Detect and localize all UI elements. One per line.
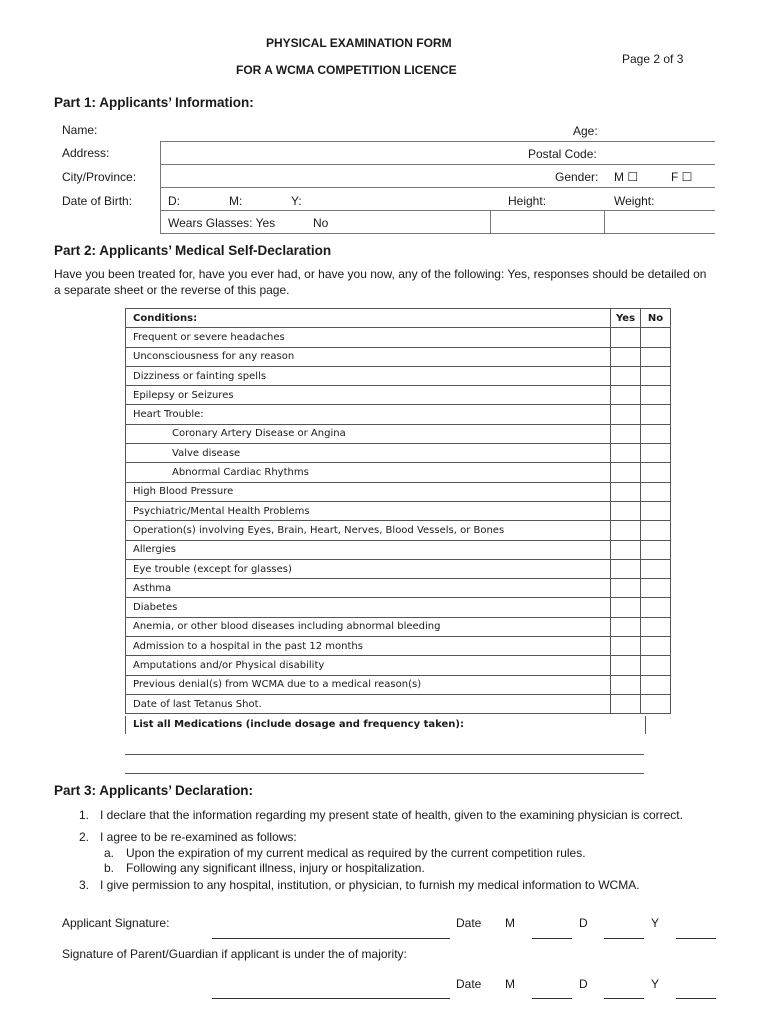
condition-label: Heart Trouble: <box>126 405 611 424</box>
condition-row <box>126 694 671 713</box>
condition-row <box>126 347 671 366</box>
city-field-line[interactable] <box>160 187 715 188</box>
guardian-date-m-label: M <box>505 977 515 991</box>
guardian-date-d-label: D <box>579 977 588 991</box>
condition-yes-cell[interactable] <box>611 540 641 559</box>
condition-label: Operation(s) involving Eyes, Brain, Heart, Nerves, Blood Vessels, or Bones <box>126 521 611 540</box>
condition-yes-cell[interactable] <box>611 598 641 617</box>
guardian-date-y-label: Y <box>651 977 660 991</box>
glasses-no-option[interactable]: No <box>313 216 329 230</box>
glasses-field-line <box>160 233 715 234</box>
weight-label[interactable]: Weight: <box>614 194 655 208</box>
dob-label: Date of Birth: <box>62 194 133 208</box>
condition-no-cell[interactable] <box>641 444 671 463</box>
applicant-date-y-line[interactable] <box>676 938 716 939</box>
condition-no-cell[interactable] <box>641 656 671 675</box>
condition-row <box>126 617 671 636</box>
guardian-date-label: Date <box>456 977 482 991</box>
postal-code-label: Postal Code: <box>528 147 597 161</box>
page-indicator: Page 2 of 3 <box>622 52 684 66</box>
condition-yes-cell[interactable] <box>611 444 641 463</box>
condition-label: Admission to a hospital in the past 12 months <box>126 637 611 656</box>
condition-no-cell[interactable] <box>641 675 671 694</box>
decl-1-number: 1. <box>79 808 90 822</box>
medications-label: List all Medications (include dosage and frequency taken): <box>125 716 646 734</box>
name-label: Name: <box>62 123 98 137</box>
condition-row <box>126 559 671 578</box>
condition-yes-cell[interactable] <box>611 463 641 482</box>
condition-row <box>126 637 671 656</box>
conditions-table <box>125 308 671 714</box>
condition-no-cell[interactable] <box>641 598 671 617</box>
condition-yes-cell[interactable] <box>611 501 641 520</box>
condition-yes-cell[interactable] <box>611 675 641 694</box>
condition-label: Previous denial(s) from WCMA due to a medical reason(s) <box>126 675 611 694</box>
medications-line-2[interactable] <box>125 773 644 774</box>
condition-yes-cell[interactable] <box>611 694 641 713</box>
medications-line-1[interactable] <box>125 754 644 755</box>
decl-3-number: 3. <box>79 878 90 892</box>
condition-label: Psychiatric/Mental Health Problems <box>126 501 611 520</box>
condition-row <box>126 598 671 617</box>
condition-label: Unconsciousness for any reason <box>126 347 611 366</box>
condition-no-cell[interactable] <box>641 694 671 713</box>
condition-yes-cell[interactable] <box>611 482 641 501</box>
condition-row <box>126 675 671 694</box>
age-label: Age: <box>573 124 598 138</box>
condition-row <box>126 405 671 424</box>
condition-no-cell[interactable] <box>641 386 671 405</box>
condition-label: Valve disease <box>126 444 611 463</box>
part2-heading: Part 2: Applicants’ Medical Self-Declaration <box>54 243 332 258</box>
condition-yes-cell[interactable] <box>611 366 641 385</box>
condition-yes-cell[interactable] <box>611 579 641 598</box>
condition-row <box>126 444 671 463</box>
condition-label: Abnormal Cardiac Rhythms <box>126 463 611 482</box>
condition-no-cell[interactable] <box>641 405 671 424</box>
dob-day-label[interactable]: D: <box>168 194 180 208</box>
condition-no-cell[interactable] <box>641 617 671 636</box>
part2-intro: Have you been treated for, have you ever had, or have you now, any of the following: Yes, responses should be detailed on a separate sheet or the reverse of this page. <box>54 267 707 297</box>
no-header: No <box>641 309 671 328</box>
applicant-signature-label: Applicant Signature: <box>62 916 170 930</box>
decl-2b-number: b. <box>104 861 115 875</box>
condition-row <box>126 521 671 540</box>
name-field-line[interactable] <box>160 141 715 142</box>
weight-divider <box>604 210 605 233</box>
condition-row <box>126 579 671 598</box>
dob-month-label[interactable]: M: <box>229 194 243 208</box>
condition-yes-cell[interactable] <box>611 347 641 366</box>
condition-no-cell[interactable] <box>641 347 671 366</box>
condition-no-cell[interactable] <box>641 521 671 540</box>
decl-2-number: 2. <box>79 830 90 844</box>
condition-yes-cell[interactable] <box>611 656 641 675</box>
form-title-line1: PHYSICAL EXAMINATION FORM <box>266 36 452 50</box>
decl-3-text: I give permission to any hospital, institution, or physician, to furnish my medical information to WCMA. <box>100 878 640 892</box>
condition-row <box>126 424 671 443</box>
condition-yes-cell[interactable] <box>611 424 641 443</box>
decl-2a-text: Upon the expiration of my current medical as required by the current competition rules. <box>126 846 586 860</box>
height-divider <box>490 210 491 233</box>
applicant-date-label: Date <box>456 916 482 930</box>
condition-yes-cell[interactable] <box>611 521 641 540</box>
applicant-date-d-label: D <box>579 916 588 930</box>
condition-row <box>126 328 671 347</box>
condition-no-cell[interactable] <box>641 328 671 347</box>
condition-no-cell[interactable] <box>641 559 671 578</box>
condition-label: Dizziness or fainting spells <box>126 366 611 385</box>
applicant-date-m-label: M <box>505 916 515 930</box>
decl-2a-number: a. <box>104 846 115 860</box>
dob-field-line <box>160 210 715 211</box>
condition-no-cell[interactable] <box>641 482 671 501</box>
condition-label: Eye trouble (except for glasses) <box>126 559 611 578</box>
guardian-signature-label: Signature of Parent/Guardian if applicant is under the of majority: <box>62 947 407 961</box>
glasses-yes-option[interactable]: Wears Glasses: Yes <box>168 216 276 230</box>
condition-label: Allergies <box>126 540 611 559</box>
condition-label: Asthma <box>126 579 611 598</box>
condition-yes-cell[interactable] <box>611 617 641 636</box>
condition-row <box>126 501 671 520</box>
address-field-line[interactable] <box>160 164 715 165</box>
yes-header: Yes <box>611 309 641 328</box>
condition-yes-cell[interactable] <box>611 405 641 424</box>
conditions-header-row <box>126 309 671 328</box>
condition-yes-cell[interactable] <box>611 328 641 347</box>
city-province-label: City/Province: <box>62 170 137 184</box>
decl-1-text: I declare that the information regarding my present state of health, given to the examining physician is correct. <box>100 808 683 822</box>
condition-label: Anemia, or other blood diseases including abnormal bleeding <box>126 617 611 636</box>
condition-row <box>126 482 671 501</box>
decl-2-text: I agree to be re-examined as follows: <box>100 830 297 844</box>
condition-row <box>126 386 671 405</box>
info-left-border <box>160 141 161 233</box>
condition-row <box>126 540 671 559</box>
part3-heading: Part 3: Applicants’ Declaration: <box>54 783 254 798</box>
applicant-signature-line[interactable] <box>212 938 450 939</box>
condition-no-cell[interactable] <box>641 540 671 559</box>
condition-yes-cell[interactable] <box>611 559 641 578</box>
guardian-date-y-line[interactable] <box>676 998 716 999</box>
condition-label: Diabetes <box>126 598 611 617</box>
applicant-date-m-line[interactable] <box>532 938 572 939</box>
condition-yes-cell[interactable] <box>611 386 641 405</box>
address-label: Address: <box>62 146 110 160</box>
gender-f-checkbox[interactable]: F ☐ <box>671 170 693 184</box>
part1-heading: Part 1: Applicants’ Information: <box>54 95 254 110</box>
condition-no-cell[interactable] <box>641 424 671 443</box>
guardian-date-d-line[interactable] <box>604 998 644 999</box>
height-label[interactable]: Height: <box>508 194 547 208</box>
condition-no-cell[interactable] <box>641 637 671 656</box>
gender-m-checkbox[interactable]: M ☐ <box>614 170 639 184</box>
condition-label: Coronary Artery Disease or Angina <box>126 424 611 443</box>
condition-no-cell[interactable] <box>641 579 671 598</box>
condition-no-cell[interactable] <box>641 366 671 385</box>
condition-label: Date of last Tetanus Shot. <box>126 694 611 713</box>
condition-label: Frequent or severe headaches <box>126 328 611 347</box>
condition-label: High Blood Pressure <box>126 482 611 501</box>
decl-2b-text: Following any significant illness, injury or hospitalization. <box>126 861 425 875</box>
applicant-date-d-line[interactable] <box>604 938 644 939</box>
condition-yes-cell[interactable] <box>611 637 641 656</box>
condition-row <box>126 463 671 482</box>
guardian-date-m-line[interactable] <box>532 998 572 999</box>
condition-label: Amputations and/or Physical disability <box>126 656 611 675</box>
condition-no-cell[interactable] <box>641 463 671 482</box>
condition-no-cell[interactable] <box>641 501 671 520</box>
condition-row <box>126 656 671 675</box>
conditions-header: Conditions: <box>126 309 611 328</box>
guardian-signature-line[interactable] <box>212 998 450 999</box>
form-title-line2: FOR A WCMA COMPETITION LICENCE <box>236 63 457 77</box>
dob-year-label[interactable]: Y: <box>291 194 302 208</box>
condition-label: Epilepsy or Seizures <box>126 386 611 405</box>
condition-row <box>126 366 671 385</box>
gender-label: Gender: <box>555 170 599 184</box>
applicant-date-y-label: Y <box>651 916 660 930</box>
